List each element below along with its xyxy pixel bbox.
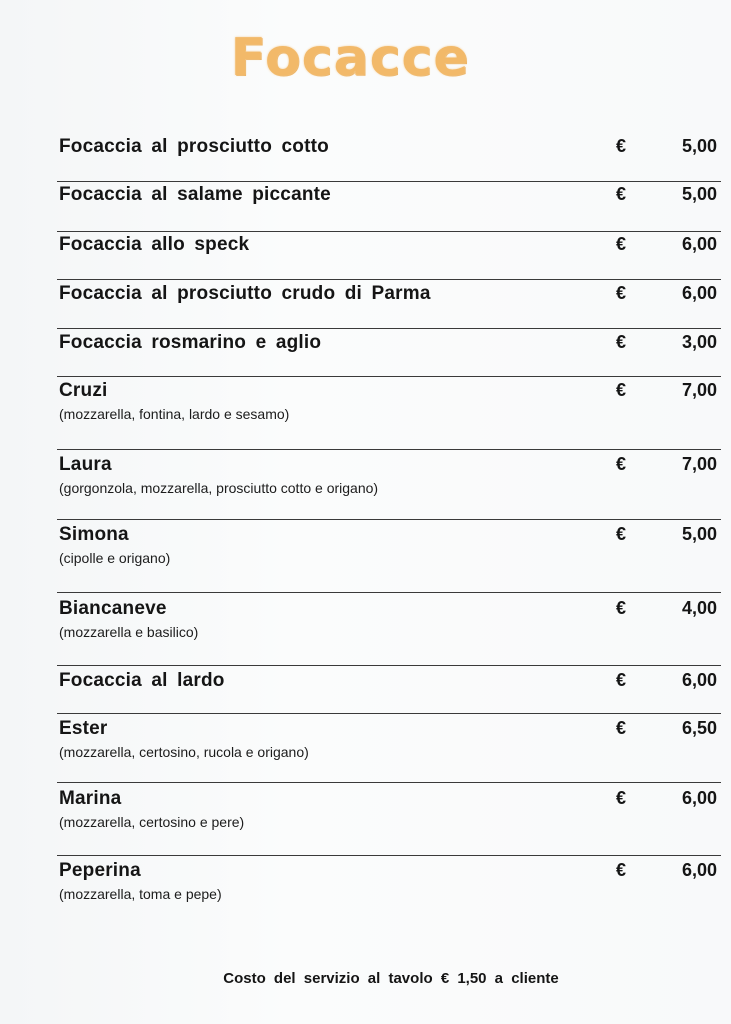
currency-symbol: €	[616, 234, 627, 254]
divider	[57, 376, 721, 377]
item-price: 3,00	[681, 332, 717, 352]
divider	[57, 592, 721, 593]
service-charge-note: Costo del servizio al tavolo € 1,50 a cliente	[223, 970, 559, 987]
item-name: Laura	[59, 454, 112, 475]
item-name: Ester	[59, 718, 108, 739]
currency-symbol: €	[616, 283, 627, 303]
currency-symbol: €	[616, 136, 627, 156]
item-name: Focaccia al salame piccante	[59, 184, 331, 205]
item-price: 6,00	[681, 860, 717, 880]
currency-symbol: €	[616, 598, 627, 618]
item-description: (mozzarella, certosino e pere)	[59, 814, 245, 830]
divider	[57, 782, 721, 783]
divider	[57, 449, 721, 450]
currency-symbol: €	[616, 788, 627, 808]
item-price: 6,00	[681, 234, 717, 254]
item-price: 5,00	[681, 136, 717, 156]
item-name: Focaccia al prosciutto cotto	[59, 136, 329, 157]
page-title: Focacce	[230, 28, 470, 88]
item-description: (mozzarella, fontina, lardo e sesamo)	[59, 406, 290, 422]
item-name: Focaccia rosmarino e aglio	[59, 332, 322, 353]
item-name: Simona	[59, 524, 129, 545]
currency-symbol: €	[616, 184, 627, 204]
divider	[57, 855, 721, 856]
item-description: (mozzarella e basilico)	[59, 624, 199, 640]
item-price: 5,00	[681, 524, 717, 544]
item-name: Focaccia al lardo	[59, 670, 225, 691]
divider	[57, 519, 721, 520]
item-price: 6,00	[681, 283, 717, 303]
item-name: Peperina	[59, 860, 141, 881]
divider	[57, 181, 721, 182]
currency-symbol: €	[616, 670, 627, 690]
item-price: 6,00	[681, 670, 717, 690]
divider	[57, 231, 721, 232]
item-name: Marina	[59, 788, 122, 809]
item-name: Focaccia allo speck	[59, 234, 250, 255]
currency-symbol: €	[616, 332, 627, 352]
item-description: (cipolle e origano)	[59, 550, 171, 566]
item-description: (mozzarella, toma e pepe)	[59, 886, 222, 902]
item-description: (mozzarella, certosino, rucola e origano)	[59, 744, 309, 760]
item-price: 4,00	[681, 598, 717, 618]
divider	[57, 713, 721, 714]
currency-symbol: €	[616, 524, 627, 544]
item-description: (gorgonzola, mozzarella, prosciutto cotto e origano)	[59, 480, 379, 496]
item-price: 6,50	[681, 718, 717, 738]
item-name: Focaccia al prosciutto crudo di Parma	[59, 283, 431, 304]
divider	[57, 279, 721, 280]
item-price: 7,00	[681, 380, 717, 400]
item-name: Cruzi	[59, 380, 108, 401]
item-price: 5,00	[681, 184, 717, 204]
divider	[57, 665, 721, 666]
currency-symbol: €	[616, 718, 627, 738]
item-name: Biancaneve	[59, 598, 167, 619]
currency-symbol: €	[616, 860, 627, 880]
currency-symbol: €	[616, 380, 627, 400]
divider	[57, 328, 721, 329]
item-price: 7,00	[681, 454, 717, 474]
currency-symbol: €	[616, 454, 627, 474]
item-price: 6,00	[681, 788, 717, 808]
